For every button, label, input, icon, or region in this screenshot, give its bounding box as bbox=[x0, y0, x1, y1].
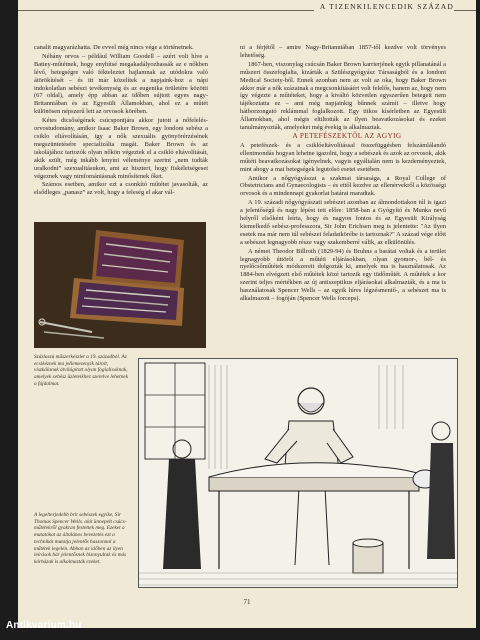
section-heading: A PETEFÉSZEKTŐL AZ AGYIG bbox=[292, 131, 402, 140]
paragraph: Néhány orvos – például William Goodell – azért volt híve a Battey-műtétnek, hogy enyhítsé megakadályozhassák az e nőkben lévő, betegségre való fékteleztet hajlamnak az utódokra való átörökítését – és itt már közelítek a napjaink-hoz a nápi indokolatlan sebészi tevékenység és az eugenika örületére közötti (67 oldal), amely épp abban az időben sújtott egyes nagy-Britanniában és az Egyesült Államokban, ahol ez a műtét különösen népszerű lett az orvosok körében. bbox=[34, 52, 208, 116]
right-column bbox=[240, 44, 446, 304]
paragraph: A német Theodor Billroth (1829-94) és Bruhns a barátai voltak és a terület legnagyobb úttörői a műtéti eljárásokban, olyan gyomor-, bél- és nyelőcsőműtétek módszereit dolgozták ki, amelyek ma is használatosak. Az 1884-ben elvégzett első műtétek közé tartozik egy tüdőműtét. A műtétek a kor szerint teljes mértékben az új antiszeptikus eljárásokat alkalmazták, és a ma is használatosak Spencer Wells – az egyik híres légzésmentő-, a sebészet ma is alkalmazott – fogóján (Spencer Wells forceps). bbox=[240, 247, 446, 303]
page-number: 71 bbox=[243, 598, 251, 606]
paragraph: Számos esetben, amikor ezt a csonkító műtétet javasolták, az elsődleges „panasz” az volt, hogy a feleség el akar vál- bbox=[34, 181, 208, 197]
watermark: Antikvarium.hu bbox=[6, 620, 82, 631]
running-header: A TIZENKILENCEDIK SZÁZAD bbox=[314, 2, 454, 11]
paragraph: A petefészek- és a csiklóeltávolítással összefüggésben felszámlálandó ellentmondás hogyan lehetne igazolni, hogy a sebészek és azok az orvosok, akik műtéti beavatkozásokat igényelnek, vagyis egyáltalán nem is kezdeményeztek, mint ahogy a mai betegségek legutolsó esetei esetében. bbox=[240, 141, 446, 173]
paragraph: A 19. századi nőgyógyászati sebészet azonban az álmondottakon túl is igazi a jelentőségű és nagy lépést tett előre: 1858-ban a Gyógyító és Munka nevű helyről elsőként leírta, hogy és nagyon fontos és az Egyesült Királyság kiemelkedő sebész-professzora, Sir John Erichsen meg is jelentette: "Az ilyen esetek ma már nem túl sebészei feladatkörébe is tartoznak?" A század vége előtt a sebészet legnagyobb része vagy szakemberré válik, az elkülönülés. bbox=[240, 199, 446, 246]
engraving-caption: A legelterjedebb brit sebészek egyike, Sir Thomas Spencer Wells. akit ünnepelt csúcs-műtétekről gyakran festettek meg. Ezeket a mutatókat az általános bevezetés ezt a technikát mutatja jelentős haszonnal a műtétek legelén. Abban az időben az ilyen leírások bár jelentősnek bizonyultak és más kórházak is alkalmazták ezeket. bbox=[34, 512, 127, 565]
paragraph: 1867-ben, viszonylag csúcsán Baker Brown karrierjének egyik pillanatánál a műszert összefoglalta, kizárták a Szülészgyógyász Társaságból és a londoni Medical Society-ből. Ennek azonban nem az volt az oka, hogy Baker Brown akkor már a nők százainak a megcsonkításáért volt felelős, hanem az, hogy nem így végezte a műtéteket, hogy a kiváltó közvetlen egyszerűen betegeit nem tájékoztatta ez – ami még napjainkig bűnnek számít – illetve hogy hátborzongató reklámmal foglalkozott. Egy titkos kísérletben az Egyesült Államokban, ahol mégis eltiltották az ilyen beavatkozásokat és ezeket tanulmányozták, amelyeket még évekig is alkalmaztak. bbox=[240, 60, 446, 132]
paragraph: Amikor a nőgyógyászat a szakmai társasága, a Royal College of Obstetricians and Gynaecologists – és ettől kezdve az ellenérvekről a közösségi orvosok és a mindennapi gyakorlat határai maradtak. bbox=[240, 174, 446, 198]
photo-caption: Százlaszú műszerkészlet a 19. századból. Az ecsikéznek ma jellemezenyik tárolt, viszkálanak átvilágított olyan fogialisoknak, amelyek sebész üzleteikhez szerelve lehetnek a fájdalmat. bbox=[34, 354, 128, 387]
paragraph: Kétes dicsőségének csúcspontjára akkor jutott a nőfelelés-orvostudomány, amikor Isaac Baker Brown, egy londoni sebész a csiklo eltávolításán, igy a nők szexuális gyönyörérzésének megszüntetésére specializálta magát. Baker Brown és az iskolájához tartozók olyan nőkön végeztek el a csikló eltávolítását, akik szült, még inkább lenyíni véleménye szerint „nem tudták uralkodni” szexualitásukon, ami az hiszteri, hogy fiskéletségeset végeznek vagy nimfomániásnak minősítenek őket. bbox=[34, 117, 208, 180]
surgical-kit-photo bbox=[34, 222, 206, 348]
paragraph: canalit magyarázhatta. De evvel még nincs vége a történetnek. bbox=[34, 44, 194, 51]
surgery-engraving bbox=[138, 358, 458, 588]
book-page bbox=[18, 0, 476, 628]
left-column bbox=[34, 44, 208, 198]
paragraph: ni a férjétől – amire Nagy-Britanniában 1857-től kezdve volt törvényes lehetőség. bbox=[240, 44, 446, 59]
